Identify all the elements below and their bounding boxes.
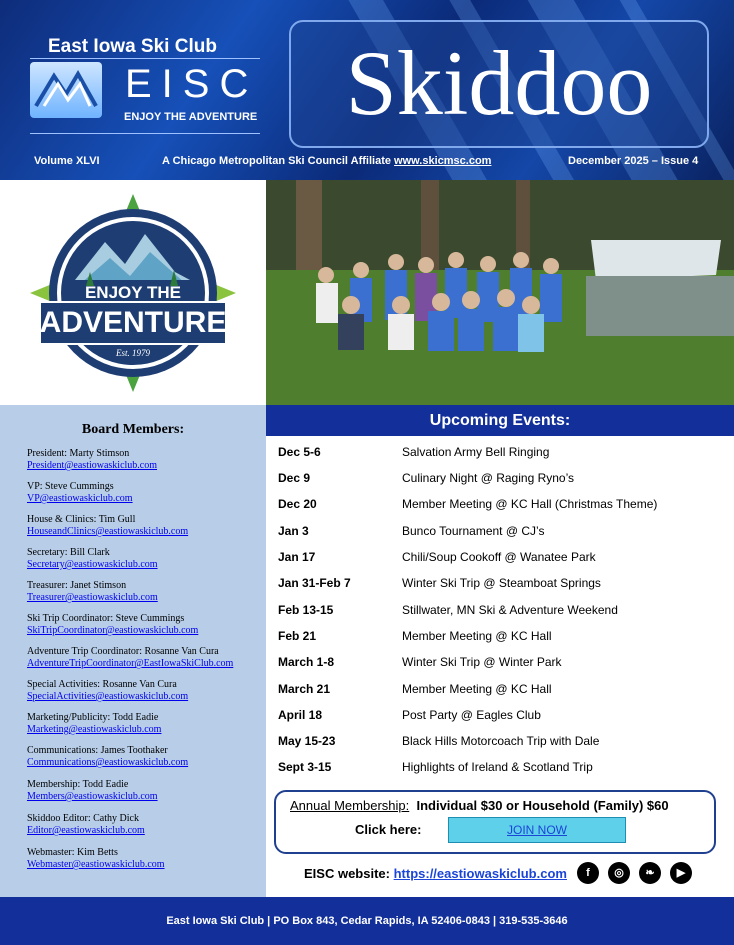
- group-photo: [266, 180, 734, 405]
- adventure-badge-area: [0, 180, 266, 405]
- member-role: Communications: James Toothaker: [27, 745, 168, 756]
- group-photo-illustration: [266, 180, 734, 405]
- member-role: Webmaster: Kim Betts: [27, 847, 118, 858]
- board-member: [27, 679, 188, 703]
- event-date: Dec 9: [278, 471, 311, 485]
- event-name: Member Meeting @ KC Hall: [402, 682, 552, 696]
- member-role: Membership: Todd Eadie: [27, 779, 129, 790]
- member-role: Ski Trip Coordinator: Steve Cummings: [27, 613, 185, 624]
- affiliate-text: A Chicago Metropolitan Ski Council Affiliate: [162, 155, 391, 167]
- event-name: Member Meeting @ KC Hall (Christmas Theme): [402, 497, 658, 511]
- tagline: ENJOY THE ADVENTURE: [124, 111, 258, 123]
- website-label: EISC website:: [304, 866, 390, 881]
- event-date: Jan 3: [278, 524, 309, 538]
- divider: [30, 58, 260, 59]
- member-email-link[interactable]: HouseandClinics@eastiowaskiclub.com: [27, 526, 189, 537]
- board-members-sidebar: [0, 405, 266, 897]
- event-date: Dec 5-6: [278, 445, 321, 459]
- board-member: [27, 613, 198, 637]
- member-email-link[interactable]: SkiTripCoordinator@eastiowaskiclub.com: [27, 625, 199, 636]
- volume-label: Volume XLVI: [34, 155, 100, 167]
- divider: [30, 133, 260, 134]
- website-line: [304, 866, 567, 881]
- event-name: Highlights of Ireland & Scotland Trip: [402, 760, 593, 774]
- affiliate-line: [162, 155, 491, 167]
- board-member: [27, 847, 165, 871]
- event-name: Member Meeting @ KC Hall: [402, 629, 552, 643]
- event-name: Bunco Tournament @ CJ’s: [402, 524, 545, 538]
- board-member: [27, 448, 157, 472]
- member-email-link[interactable]: SpecialActivities@eastiowaskiclub.com: [27, 691, 189, 702]
- newsletter-title: Skiddoo: [345, 32, 653, 134]
- events-heading: Upcoming Events:: [266, 405, 734, 436]
- member-email-link[interactable]: AdventureTripCoordinator@EastIowaSkiClub.com: [27, 658, 234, 669]
- event-date: Feb 21: [278, 629, 317, 643]
- click-here-label: Click here:: [355, 822, 422, 837]
- club-name: East Iowa Ski Club: [48, 36, 217, 57]
- member-role: House & Clinics: Tim Gull: [27, 514, 136, 525]
- board-member: [27, 745, 188, 769]
- membership-box: [274, 790, 716, 854]
- youtube-icon[interactable]: ▶: [670, 862, 692, 884]
- event-date: May 15-23: [278, 734, 336, 748]
- board-member: [27, 514, 188, 538]
- event-date: Jan 17: [278, 550, 316, 564]
- member-role: Treasurer: Janet Stimson: [27, 580, 127, 591]
- board-member: [27, 547, 158, 571]
- badge-est: Est. 1979: [115, 348, 151, 358]
- member-role: Skiddoo Editor: Cathy Dick: [27, 813, 139, 824]
- event-date: March 21: [278, 682, 331, 696]
- board-member: [27, 779, 158, 803]
- board-member: [27, 712, 161, 736]
- badge-line1: ENJOY THE: [84, 283, 182, 302]
- board-title: Board Members:: [81, 422, 185, 437]
- event-name: Chili/Soup Cookoff @ Wanatee Park: [402, 550, 596, 564]
- event-date: April 18: [278, 708, 323, 722]
- mountain-icon: [30, 62, 102, 118]
- footer-contact: East Iowa Ski Club | PO Box 843, Cedar Rapids, IA 52406-0843 | 319-535-3646: [166, 915, 568, 927]
- member-role: VP: Steve Cummings: [27, 481, 114, 492]
- member-role: Secretary: Bill Clark: [27, 547, 110, 558]
- event-name: Winter Ski Trip @ Steamboat Springs: [402, 576, 601, 590]
- event-name: Salvation Army Bell Ringing: [402, 445, 550, 459]
- event-name: Winter Ski Trip @ Winter Park: [402, 655, 562, 669]
- event-name: Culinary Night @ Raging Ryno’s: [402, 471, 575, 485]
- member-email-link[interactable]: Treasurer@eastiowaskiclub.com: [27, 592, 158, 603]
- footer: [0, 897, 734, 945]
- board-member: [27, 646, 233, 670]
- club-acronym: EISC: [125, 62, 259, 106]
- member-email-link[interactable]: President@eastiowaskiclub.com: [27, 460, 158, 471]
- member-email-link[interactable]: Webmaster@eastiowaskiclub.com: [27, 859, 165, 870]
- website-link[interactable]: https://eastiowaskiclub.com: [393, 866, 567, 881]
- member-role: President: Marty Stimson: [27, 448, 130, 459]
- event-name: Post Party @ Eagles Club: [402, 708, 541, 722]
- member-email-link[interactable]: Communications@eastiowaskiclub.com: [27, 757, 189, 768]
- instagram-icon[interactable]: ◎: [608, 862, 630, 884]
- board-member: [27, 580, 158, 604]
- facebook-icon[interactable]: f: [577, 862, 599, 884]
- join-now-button[interactable]: JOIN NOW: [448, 817, 626, 843]
- member-email-link[interactable]: Marketing@eastiowaskiclub.com: [27, 724, 162, 735]
- event-date: Sept 3-15: [278, 760, 332, 774]
- member-email-link[interactable]: Editor@eastiowaskiclub.com: [27, 825, 145, 836]
- twitter-icon[interactable]: ❧: [639, 862, 661, 884]
- member-role: Marketing/Publicity: Todd Eadie: [27, 712, 159, 723]
- member-role: Special Activities: Rosanne Van Cura: [27, 679, 177, 690]
- masthead: [0, 0, 734, 180]
- event-name: Black Hills Motorcoach Trip with Dale: [402, 734, 600, 748]
- member-email-link[interactable]: Members@eastiowaskiclub.com: [27, 791, 158, 802]
- member-role: Adventure Trip Coordinator: Rosanne Van Cura: [27, 646, 219, 657]
- event-date: Dec 20: [278, 497, 317, 511]
- member-email-link[interactable]: Secretary@eastiowaskiclub.com: [27, 559, 158, 570]
- newsletter-title-box: [289, 20, 709, 148]
- affiliate-link[interactable]: www.skicmsc.com: [394, 155, 492, 167]
- adventure-badge-logo: [0, 180, 266, 405]
- event-date: Feb 13-15: [278, 603, 334, 617]
- member-email-link[interactable]: VP@eastiowaskiclub.com: [27, 493, 133, 504]
- issue-label: December 2025 – Issue 4: [568, 155, 699, 167]
- membership-price: Individual $30 or Household (Family) $60: [416, 798, 669, 813]
- event-name: Stillwater, MN Ski & Adventure Weekend: [402, 603, 618, 617]
- board-member: [27, 481, 133, 505]
- eisc-mountain-logo: [30, 62, 102, 118]
- membership-label: Annual Membership:: [290, 798, 410, 813]
- badge-line2: ADVENTURE: [39, 306, 227, 339]
- event-date: March 1-8: [278, 655, 335, 669]
- board-member: [27, 813, 145, 837]
- membership-line: [290, 798, 669, 813]
- event-date: Jan 31-Feb 7: [278, 576, 351, 590]
